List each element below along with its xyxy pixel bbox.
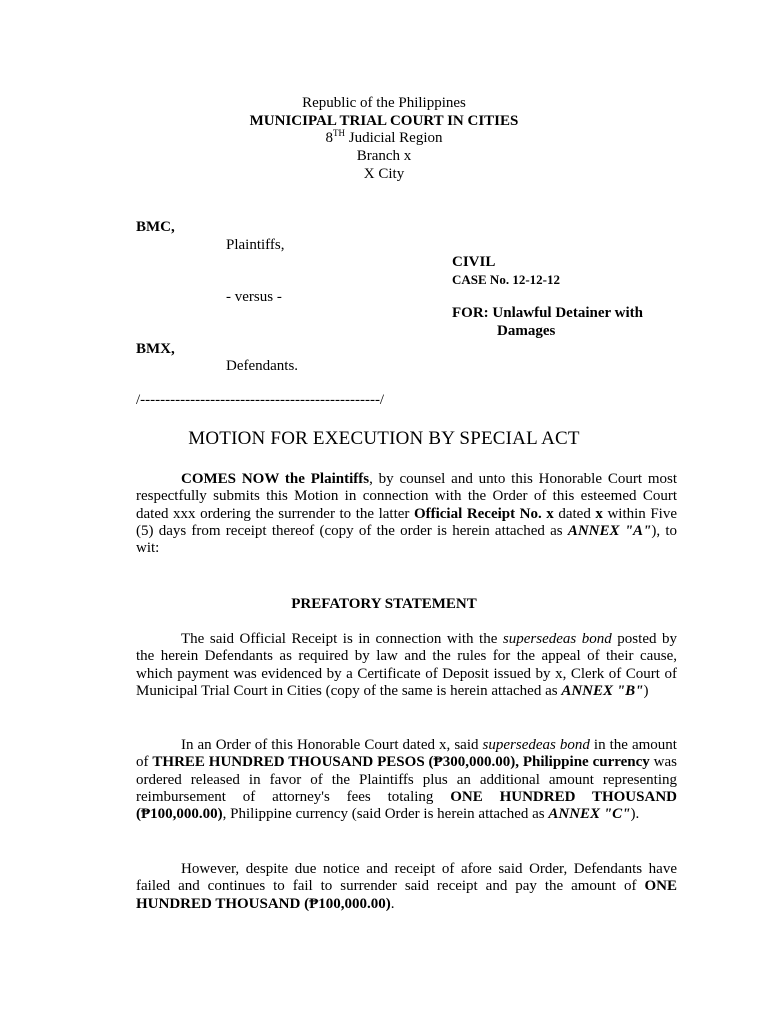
paragraph-prefatory [136, 631, 677, 700]
header-court: MUNICIPAL TRIAL COURT IN CITIES [249, 113, 519, 129]
case-for-line1: FOR: Unlawful Detainer with [452, 305, 643, 321]
p1-text-1: , by counsel and unto this Honorable Court most respectfully submits this Motion in connection with the Order of this esteemed Court dated xxx ordering the surrender to the latter [136, 471, 678, 522]
p3-supersedeas: supersedeas bond [482, 737, 590, 753]
section-heading: PREFATORY STATEMENT [291, 596, 477, 612]
caption-separator: /------------------------------------------------/ [136, 392, 385, 408]
p1-official-receipt: Official Receipt No. x [413, 505, 554, 522]
paragraph-failure [136, 861, 677, 913]
plaintiff-name: BMC, [136, 219, 175, 235]
p1-text-3: within Five (5) days from receipt thereof (copy of the order is herein attached as [136, 505, 677, 539]
p2-supersedeas: supersedeas bond [502, 631, 612, 647]
header-region-number: 8 [325, 130, 333, 146]
p3-text-5: ). [630, 806, 640, 823]
header-branch: Branch x [356, 148, 412, 164]
header-city: X City [363, 166, 405, 182]
p2-text-3: ) [643, 682, 649, 699]
header-region [0, 130, 768, 147]
p2-text-1: The said Official Receipt is in connection with the [181, 631, 503, 647]
paragraph-intro [136, 471, 677, 557]
p3-annex-c: ANNEX "C" [548, 806, 631, 823]
p2-text-2: posted by the herein Defendants as required by law and the rules for the appeal of their cause, which payment was evidenced by a Certificate of Deposit issued by x, Clerk of Court of Municipal Trial Court in Cities (copy of the same is herein attached as [136, 631, 678, 699]
p1-comes-now: COMES NOW the Plaintiffs [181, 471, 370, 487]
header-region-text: Judicial Region [345, 130, 443, 146]
p3-amount-100k: ONE HUNDRED THOUSAND (₱100,000.00) [136, 788, 677, 823]
p3-text-3: was ordered released in favor of the Plaintiffs plus an additional amount representing reimbursement of attorney's fees totaling [136, 754, 678, 805]
p4-text-2: . [390, 895, 395, 912]
defendant-role: Defendants. [226, 358, 299, 374]
paragraph-order [136, 737, 677, 823]
versus-label: - versus - [226, 289, 282, 305]
p3-text-1: In an Order of this Honorable Court dated x, said [181, 737, 483, 753]
p3-amount-300k: THREE HUNDRED THOUSAND PESOS (₱300,000.00), Philippine currency [152, 754, 650, 771]
case-for-line2: Damages [497, 323, 556, 339]
p2-annex-b: ANNEX "B" [561, 682, 644, 699]
p1-annex-a: ANNEX "A" [567, 522, 652, 539]
case-type: CIVIL [452, 254, 496, 270]
header-republic: Republic of the Philippines [302, 95, 466, 111]
defendant-name: BMX, [136, 341, 175, 357]
p3-text-4: , Philippine currency (said Order is herein attached as [222, 806, 549, 823]
plaintiff-role: Plaintiffs, [226, 237, 285, 253]
p3-text-2: in the amount of [136, 737, 677, 771]
p1-text-4: ), to wit: [136, 522, 678, 557]
p4-amount-100k: ONE HUNDRED THOUSAND (₱100,000.00) [136, 878, 677, 912]
case-number: CASE No. 12-12-12 [452, 272, 560, 287]
header-region-suffix: TH [333, 128, 345, 138]
p1-text-2: dated [553, 505, 596, 522]
p4-text-1: However, despite due notice and receipt of afore said Order, Defendants have failed and continues to fail to surrender said receipt and pay the amount of [136, 861, 677, 895]
p1-date-x: x [595, 505, 603, 522]
document-title: MOTION FOR EXECUTION BY SPECIAL ACT [188, 428, 580, 449]
